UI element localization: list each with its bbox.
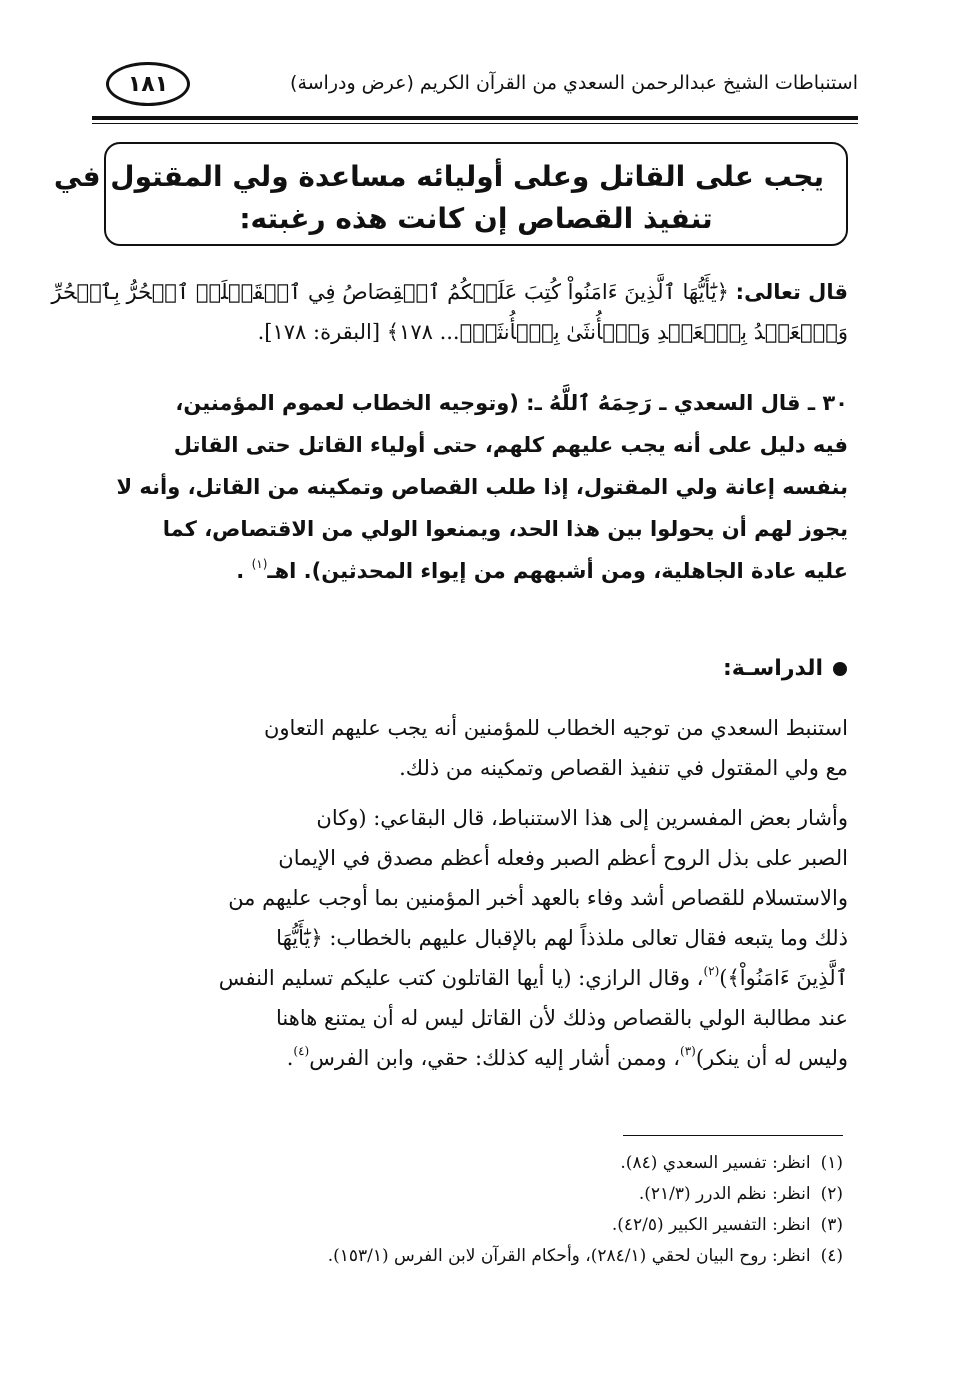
quote-line-2: فيه دليل على أنه يجب عليهم كلهم، حتى أولياء القاتل حتى القاتل (173, 433, 848, 457)
verse-line-2: وَٱلۡعَبۡدُ بِٱلۡعَبۡدِ وَٱلۡأُنثَىٰ بِٱلۡأُنثَىٰۚ... ١٧٨﴾ [البقرة: ١٧٨]. (257, 320, 848, 344)
quote-end: . (236, 559, 245, 583)
footnote-number: (١) (820, 1153, 843, 1173)
study-p2-end: . (286, 1046, 294, 1070)
study-p1-line-2: مع ولي المقتول في تنفيذ القصاص وتمكينه من ذلك. (399, 756, 848, 780)
footnote-1 (113, 1148, 843, 1179)
study-p2-line-7b: ، وممن أشار إليه كذلك: حقي، وابن الفرس (309, 1046, 681, 1070)
study-p2-line-5a: ٱلَّذِينَ ءَامَنُواْ﴾) (719, 966, 848, 990)
saadi-quote (96, 382, 848, 592)
study-p1-line-1: استنبط السعدي من توجيه الخطاب للمؤمنين أنه يجب عليهم التعاون (263, 716, 848, 740)
footnote-number: (٣) (820, 1215, 843, 1235)
study-p2-line-2: الصبر على بذل الروح أعظم الصبر وفعله أعظم مصدق في الإيمان (278, 846, 848, 870)
page-number: ١٨١ (106, 62, 190, 106)
footnote-4 (113, 1241, 843, 1272)
study-p2-line-5b: ، وقال الرازي: (يا أيها القاتلون كتب عليكم تسليم النفس (218, 966, 704, 990)
quote-line-4: يجوز لهم أن يحولوا بين هذا الحد، ويمنعوا الولي من الاقتصاص، كما (162, 517, 848, 541)
verse-lead: قال تعالى: (735, 280, 848, 304)
study-p2-line-6: عند مطالبة الولي بالقصاص وذلك لأن القاتل ليس له أن يمتنع هاهنا (276, 1006, 848, 1030)
verse-line-1 (51, 272, 848, 312)
section-title-line-2: تنفيذ القصاص إن كانت هذه رغبته: (239, 202, 713, 235)
study-p2-line-7a: وليس له أن ينكر) (695, 1046, 848, 1070)
bullet-icon (833, 662, 847, 676)
study-p2-line-5 (96, 958, 848, 998)
footnote-ref-2: (٢) (703, 964, 720, 978)
study-p2-line-3: والاستسلام للقصاص أشد وفاء بالعهد أخبر المؤمنين بما أوجب عليهم من (228, 886, 848, 910)
verse-text-1: ﴿يَٰٓأَيُّهَا ٱلَّذِينَ ءَامَنُواْ كُتِبَ عَلَيۡكُمُ ٱلۡقِصَاصُ فِي ٱلۡقَتۡلَىۖ ٱلۡحُرُّ بِٱلۡحُرِّ (51, 280, 729, 304)
header-title: استنباطات الشيخ عبدالرحمن السعدي من القرآن الكريم (عرض ودراسة) (290, 72, 858, 94)
study-body (96, 708, 848, 1078)
study-p2-line-1: وأشار بعض المفسرين إلى هذا الاستنباط، قال البقاعي: (وكان (316, 806, 848, 830)
quran-verse (51, 272, 848, 352)
quote-line-1: ٣٠ ـ قال السعدي ـ رَحِمَهُ ٱللَّهُ ـ: (وتوجيه الخطاب لعموم المؤمنين، (175, 391, 848, 415)
footnote-text: انظر: نظم الدرر (٢١/٣). (638, 1184, 811, 1204)
footnote-number: (٢) (820, 1184, 843, 1204)
study-paragraph-1 (96, 708, 848, 788)
section-title-line-1: يجب على القاتل وعلى أوليائه مساعدة ولي المقتول في (53, 160, 824, 193)
footnotes (113, 1148, 843, 1272)
footnote-ref-1: (١) (251, 557, 268, 571)
header-rule-thin (92, 123, 858, 124)
footnote-ref-3: (٣) (680, 1044, 696, 1058)
quote-line-5-text: عليه عادة الجاهلية، ومن أشبههم من إيواء المحدثين). اهـ (267, 559, 848, 583)
footnote-text: انظر: روح البيان لحقي (٢٨٤/١)، وأحكام القرآن لابن الفرس (١٥٣/١). (327, 1246, 811, 1266)
study-heading (723, 656, 847, 681)
footnote-3 (113, 1210, 843, 1241)
quote-line-3: بنفسه إعانة ولي المقتول، إذا طلب القصاص وتمكينه من القاتل، وأنه لا (116, 475, 848, 499)
footnote-text: انظر: تفسير السعدي (٨٤). (620, 1153, 811, 1173)
footnote-separator (623, 1135, 843, 1136)
footnote-ref-4: (٤) (293, 1044, 310, 1058)
section-title-box (53, 142, 848, 246)
study-p2-line-4: ذلك وما يتبعه فقال تعالى ملذذاً لهم بالإقبال عليهم بالخطاب: ﴿يَٰٓأَيُّهَا (276, 926, 848, 950)
footnote-2 (113, 1179, 843, 1210)
quote-line-5 (96, 550, 848, 592)
running-header (92, 62, 858, 112)
study-paragraph-2 (96, 798, 848, 1078)
footnote-number: (٤) (820, 1246, 843, 1266)
footnote-text: انظر: التفسير الكبير (٤٢/٥). (611, 1215, 811, 1235)
study-p2-line-7 (96, 1038, 848, 1078)
study-heading-text: الدراسـة: (722, 656, 823, 681)
header-rule-thick (92, 116, 858, 120)
